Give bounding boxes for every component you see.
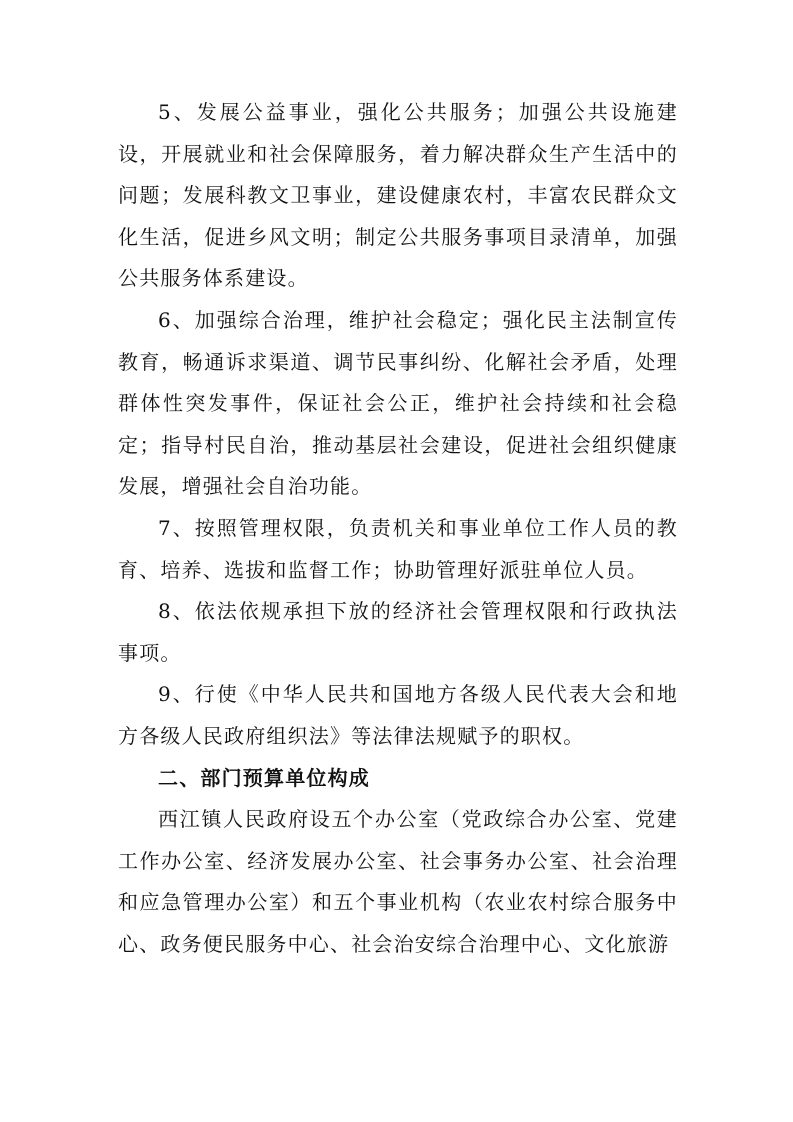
section-heading: 二、部门预算单位构成 [158,765,370,790]
paragraph-item-9: 9、行使《中华人民共和国地方各级人民代表大会和地方各级人民政府组织法》等法律法规赋予的职权。 [118,682,678,748]
document-body [118,92,678,965]
paragraph-item-5: 5、发展公益事业，强化公共服务；加强公共设施建设，开展就业和社会保障服务，着力解决群众生产生活中的问题；发展科教文卫事业，建设健康农村，丰富农民群众文化生活，促进乡风文明；制定公共服务事项目录清单，加强公共服务体系建设。 [118,100,678,291]
paragraph-item-6: 6、加强综合治理，维护社会稳定；强化民主法制宣传教育，畅通诉求渠道、调节民事纠纷、化解社会矛盾，处理群体性突发事件，保证社会公正，维护社会持续和社会稳定；指导村民自治，推动基层社会建设，促进社会组织健康发展，增强社会自治功能。 [118,307,678,499]
paragraph-item-8: 8、依法依规承担下放的经济社会管理权限和行政执法事项。 [118,599,678,665]
section-paragraph: 西江镇人民政府设五个办公室（党政综合办公室、党建工作办公室、经济发展办公室、社会事务办公室、社会治理和应急管理办公室）和五个事业机构（农业农村综合服务中心、政务便民服务中心、社会治安综合治理中心、文化旅游 [118,807,678,956]
paragraph-item-7: 7、按照管理权限，负责机关和事业单位工作人员的教育、培养、选拔和监督工作；协助管理好派驻单位人员。 [118,515,678,582]
